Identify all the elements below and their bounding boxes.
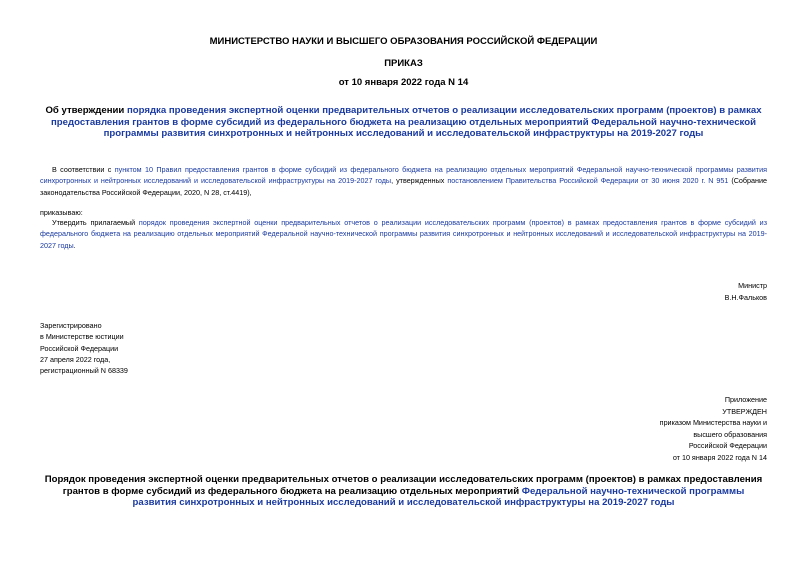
procedure-link[interactable]: порядок проведения экспертной оценки предварительных отчетов о реализации исследовательских программ (проектов) в рамках предоставления грантов в форме субсидий из федерального бюджета на реализацию отдельных мероприятий Федеральной научно-технической программы развития синхротронных и нейтронных исследований и исследовательской инфраструктуры на 2019-2027 годы [40,218,767,250]
appendix-line: УТВЕРЖДЕН [722,406,767,416]
paragraph1-middle: , утвержденных [391,176,448,186]
signer-name: В.Н.Фальков [724,292,767,302]
registration-line: Российской Федерации [40,343,119,353]
footer-title-prefix: Порядок проведения экспертной оценки предварительных отчетов о реализации исследовательских программ (проектов) в рамках предоставления грантов в форме субсидий из федерального бюджета на реализацию отдельных мероприятий [44,474,763,497]
appendix-block [660,394,767,463]
signature-block [725,280,767,303]
paragraph3-prefix: Утвердить прилагаемый [52,218,139,227]
registration-line: 27 апреля 2022 года, [40,354,111,364]
paragraph1-suffix: (Собрание законодательства Российской Федерации, 2020, N 28, ст.4419), [40,176,767,197]
appendix-line: приказом Министерства науки и [659,418,767,427]
paragraph1-prefix: В соответствии с [52,165,115,174]
rules-link[interactable]: пунктом 10 Правил предоставления грантов в форме субсидий из федерального бюджета на реализацию отдельных мероприятий Федеральной научно-технической программы развития синхротронных и нейтронных исследований и исследовательской инфраструктуры на 2019-2027 годы [40,165,767,186]
ministry-name: МИНИСТЕРСТВО НАУКИ И ВЫСШЕГО ОБРАЗОВАНИЯ РОССИЙСКОЙ ФЕДЕРАЦИИ [209,36,598,47]
paragraph3-suffix: . [73,240,76,250]
title-link[interactable]: порядка проведения экспертной оценки предварительных отчетов о реализации исследовательских программ (проектов) в рамках предоставления грантов в форме субсидий из федерального бюджета на реализацию отдельных мероприятий Федеральной научно-технической программы развития синхротронных и нейтронных исследований и исследовательской инфраструктуры на 2019-2027 годы [51,105,762,139]
procedure-title [40,474,767,509]
registration-line: регистрационный N 68339 [40,366,128,376]
program-link[interactable]: Федеральной научно-технической программы развития синхротронных и нейтронных исследований и исследовательской инфраструктуры на 2019-2027 годы [132,485,745,508]
document-title [40,105,767,140]
signer-position: Министр [738,281,767,290]
registration-line: в Министерстве юстиции [40,332,124,342]
paragraph-basis [40,164,767,198]
registration-block [40,320,128,376]
doc-date-number: от 10 января 2022 года N 14 [338,77,469,88]
appendix-line: Приложение [724,395,767,404]
doc-type: ПРИКАЗ [384,58,423,69]
appendix-line: высшего образования [693,429,767,439]
appendix-line: Российской Федерации [688,441,767,450]
paragraph-approve [40,217,767,251]
paragraph-order-word: приказываю: [40,208,83,217]
resolution-link[interactable]: постановлением Правительства Российской Федерации от 30 июня 2020 г. N 951 [447,176,729,186]
appendix-line: от 10 января 2022 года N 14 [672,452,767,462]
registration-line: Зарегистрировано [40,321,102,330]
title-prefix: Об утверждении [45,105,127,116]
